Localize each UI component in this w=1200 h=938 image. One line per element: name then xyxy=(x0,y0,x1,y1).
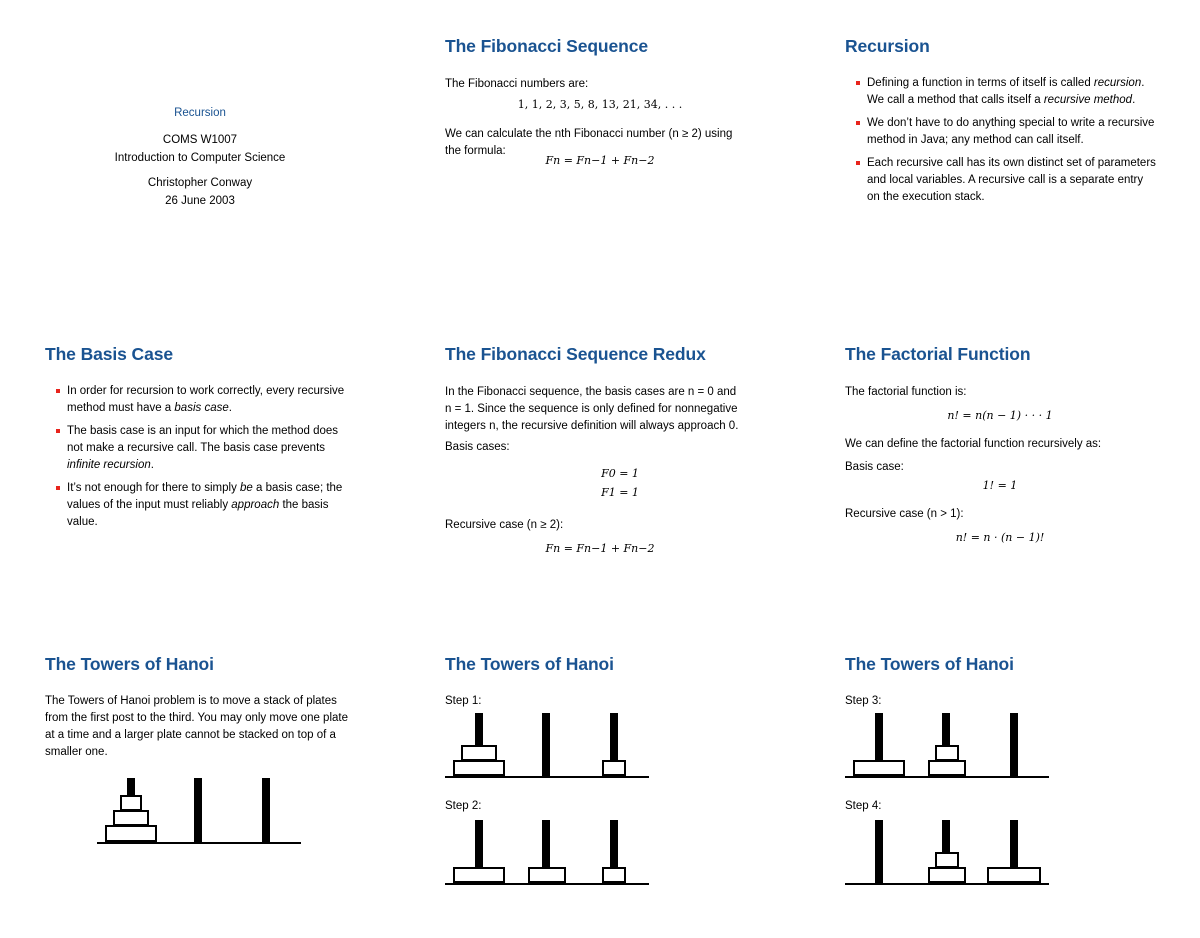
date: 26 June 2003 xyxy=(165,195,235,207)
fibonacci-redux-slide xyxy=(445,328,825,628)
fib-formula: Fn = Fn−1 + Fn−2 xyxy=(545,154,655,167)
title-slide xyxy=(20,20,400,320)
list-item: Each recursive call has its own distinct set of parameters and local variables. A recursive call is a separate entry on the execution stack. xyxy=(845,155,1157,206)
deck-title: Recursion xyxy=(174,107,226,119)
course-code: COMS W1007 xyxy=(162,134,238,146)
factorial-basis-label: Basis case: xyxy=(845,461,904,473)
factorial-def: n! = n(n − 1) · · · 1 xyxy=(947,409,1053,422)
plate-medium xyxy=(529,868,565,882)
basis-bullets xyxy=(45,383,425,531)
hanoi-step2-diagram xyxy=(445,818,655,886)
redux-f0: F0 = 1 xyxy=(601,467,639,480)
plate-medium xyxy=(462,746,496,760)
fib-calc-line2: the formula: xyxy=(445,145,506,157)
title-block xyxy=(20,104,380,210)
slide-heading: Recursion xyxy=(845,36,930,56)
plate-large xyxy=(106,826,156,841)
course-name: Introduction to Computer Science xyxy=(114,152,286,164)
peg xyxy=(1010,713,1018,776)
plate-small xyxy=(121,796,141,810)
slide-heading: The Towers of Hanoi xyxy=(445,654,614,674)
hanoi-initial-diagram xyxy=(97,776,307,846)
redux-rec-label: Recursive case (n ≥ 2): xyxy=(445,519,564,531)
plate-small xyxy=(936,853,958,867)
list-item: The basis case is an input for which the method does not make a recursive call. The basis case prevents infinite recursion. xyxy=(45,423,357,474)
factorial-intro: The factorial function is: xyxy=(845,386,967,398)
peg xyxy=(194,778,202,842)
plate-small xyxy=(603,868,625,882)
hanoi-description: The Towers of Hanoi problem is to move a stack of plates from the first post to the third. You may only move one plate at a time and a larger plate cannot be stacked on top of a smaller one. xyxy=(45,695,348,758)
step4-label: Step 4: xyxy=(845,800,882,812)
factorial-rec-intro: We can define the factorial function recursively as: xyxy=(845,438,1102,450)
redux-line2: n = 1. Since the sequence is only defined for nonnegative xyxy=(445,403,738,415)
hanoi-steps-1-2-slide xyxy=(445,638,825,938)
redux-line3: integers n, the recursive definition will always approach 0. xyxy=(445,420,739,432)
recursion-bullets xyxy=(845,75,1200,206)
list-item: Defining a function in terms of itself is called recursion. We call a method that calls itself a recursive method. xyxy=(845,75,1157,109)
plate-medium xyxy=(929,761,965,775)
factorial-basis: 1! = 1 xyxy=(982,479,1018,492)
step3-label: Step 3: xyxy=(845,695,882,707)
list-item: It’s not enough for there to simply be a basis case; the values of the input must reliably approach the basis value. xyxy=(45,480,357,531)
hanoi-intro-slide xyxy=(45,638,425,938)
plate-large xyxy=(988,868,1040,882)
fib-sequence: 1, 1, 2, 3, 5, 8, 13, 21, 34, . . . xyxy=(517,98,683,111)
redux-formula: Fn = Fn−1 + Fn−2 xyxy=(545,542,655,555)
recursion-slide xyxy=(845,20,1200,320)
plate-medium xyxy=(929,868,965,882)
slide-heading: The Fibonacci Sequence Redux xyxy=(445,344,706,364)
basis-case-slide xyxy=(45,328,425,628)
slide-heading: The Fibonacci Sequence xyxy=(445,36,648,56)
factorial-rec-label: Recursive case (n > 1): xyxy=(845,508,964,520)
plate-small xyxy=(936,746,958,760)
plate-small xyxy=(603,761,625,775)
redux-line1: In the Fibonacci sequence, the basis cases are n = 0 and xyxy=(445,386,737,398)
fibonacci-slide xyxy=(445,20,825,320)
plate-large xyxy=(854,761,904,775)
redux-f1: F1 = 1 xyxy=(601,486,639,499)
factorial-rec: n! = n · (n − 1)! xyxy=(955,531,1045,544)
peg xyxy=(262,778,270,842)
step1-label: Step 1: xyxy=(445,695,482,707)
author: Christopher Conway xyxy=(147,177,253,189)
hanoi-step3-diagram xyxy=(845,711,1055,779)
list-item: We don’t have to do anything special to write a recursive method in Java; any method can call itself. xyxy=(845,115,1157,149)
list-item: In order for recursion to work correctly, every recursive method must have a basis case. xyxy=(45,383,357,417)
plate-large xyxy=(454,761,504,775)
slide-heading: The Factorial Function xyxy=(845,344,1031,364)
slide-heading: The Basis Case xyxy=(45,344,173,364)
hanoi-step1-diagram xyxy=(445,711,655,779)
slide-heading: The Towers of Hanoi xyxy=(845,654,1014,674)
plate-medium xyxy=(114,811,148,825)
plate-large xyxy=(454,868,504,882)
peg xyxy=(875,820,883,883)
hanoi-steps-3-4-slide xyxy=(845,638,1200,938)
redux-basis-label: Basis cases: xyxy=(445,441,510,453)
hanoi-step4-diagram xyxy=(845,818,1055,886)
factorial-slide xyxy=(845,328,1200,628)
fib-intro: The Fibonacci numbers are: xyxy=(445,78,589,90)
step2-label: Step 2: xyxy=(445,800,482,812)
fib-calc-line1: We can calculate the nth Fibonacci number (n ≥ 2) using xyxy=(445,128,733,140)
slide-heading: The Towers of Hanoi xyxy=(45,654,214,674)
peg xyxy=(542,713,550,776)
